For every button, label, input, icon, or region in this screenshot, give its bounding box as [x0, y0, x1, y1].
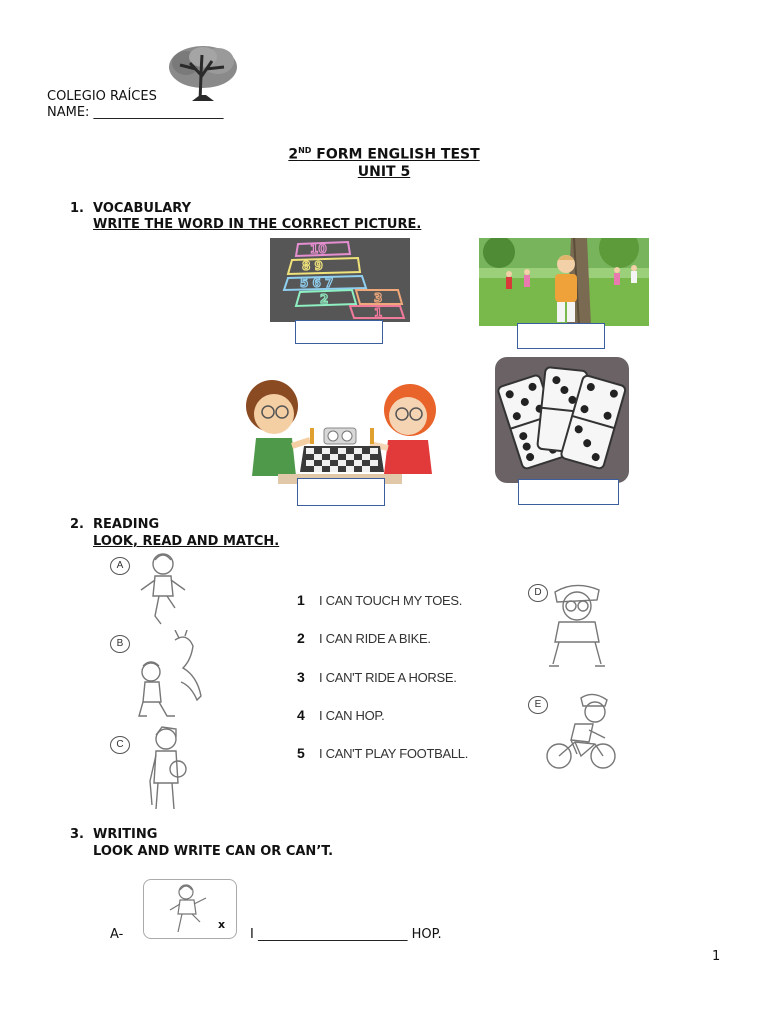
page-number: 1 [712, 949, 721, 964]
kid-horse-drawing [135, 630, 210, 722]
section-3-number: 3. [70, 827, 84, 842]
sentence-3: 3 I CAN'T RIDE A HORSE. [297, 669, 457, 685]
letter-e: E [528, 696, 548, 714]
svg-text:1: 1 [374, 306, 383, 320]
svg-text:8 9: 8 9 [302, 259, 323, 273]
section-2-instruction: LOOK, READ AND MATCH. [93, 534, 280, 549]
letter-d: D [528, 584, 548, 602]
answer-box-dominoes[interactable] [518, 479, 619, 505]
answer-box-hopscotch[interactable] [295, 320, 383, 344]
section-1-heading: VOCABULARY [93, 201, 192, 216]
section-2-heading: READING [93, 517, 160, 532]
answer-box-hide-and-seek[interactable] [517, 323, 605, 349]
kid-hopping-drawing [135, 550, 190, 632]
section-3-heading: WRITING [93, 827, 158, 842]
section-2-number: 2. [70, 517, 84, 532]
svg-text:2: 2 [320, 292, 329, 306]
section-1-number: 1. [70, 201, 84, 216]
kid-riding-bike-drawing [545, 690, 617, 774]
svg-text:5 6 7: 5 6 7 [300, 276, 334, 290]
name-field-label: NAME: ____________________ [47, 105, 224, 120]
letter-b: B [110, 635, 130, 653]
hide-and-seek-picture [479, 238, 649, 326]
unit-title: UNIT 5 [357, 164, 411, 180]
sentence-4: 4 I CAN HOP. [297, 707, 385, 723]
cross-mark: x [218, 918, 226, 931]
item-a-answer-blank[interactable]: _______________________ [257, 927, 408, 942]
kid-hopping-small-drawing [166, 882, 210, 936]
item-a-label: A- [110, 927, 124, 942]
hopscotch-picture [270, 238, 410, 322]
item-a-sentence[interactable]: I _______________________ HOP. [250, 927, 442, 942]
item-a-picture-frame [143, 879, 237, 939]
dominoes-picture [495, 357, 629, 483]
section-1-instruction: WRITE THE WORD IN THE CORRECT PICTURE. [93, 217, 422, 232]
kid-football-drawing [142, 725, 192, 813]
tree-icon [166, 43, 240, 103]
kid-touching-toes-drawing [545, 580, 607, 670]
svg-text:10: 10 [310, 242, 327, 256]
school-name: COLEGIO RAÍCES [47, 89, 157, 104]
sentence-1: 1 I CAN TOUCH MY TOES. [297, 592, 463, 608]
sentence-2: 2 I CAN RIDE A BIKE. [297, 630, 431, 646]
answer-box-chess[interactable] [297, 478, 385, 506]
svg-text:3: 3 [374, 291, 383, 305]
section-3-instruction: LOOK AND WRITE CAN OR CAN’T. [93, 844, 334, 859]
sentence-5: 5 I CAN'T PLAY FOOTBALL. [297, 745, 469, 761]
letter-a: A [110, 557, 130, 575]
page-title: 2ND FORM ENGLISH TEST [288, 146, 480, 163]
letter-c: C [110, 736, 130, 754]
